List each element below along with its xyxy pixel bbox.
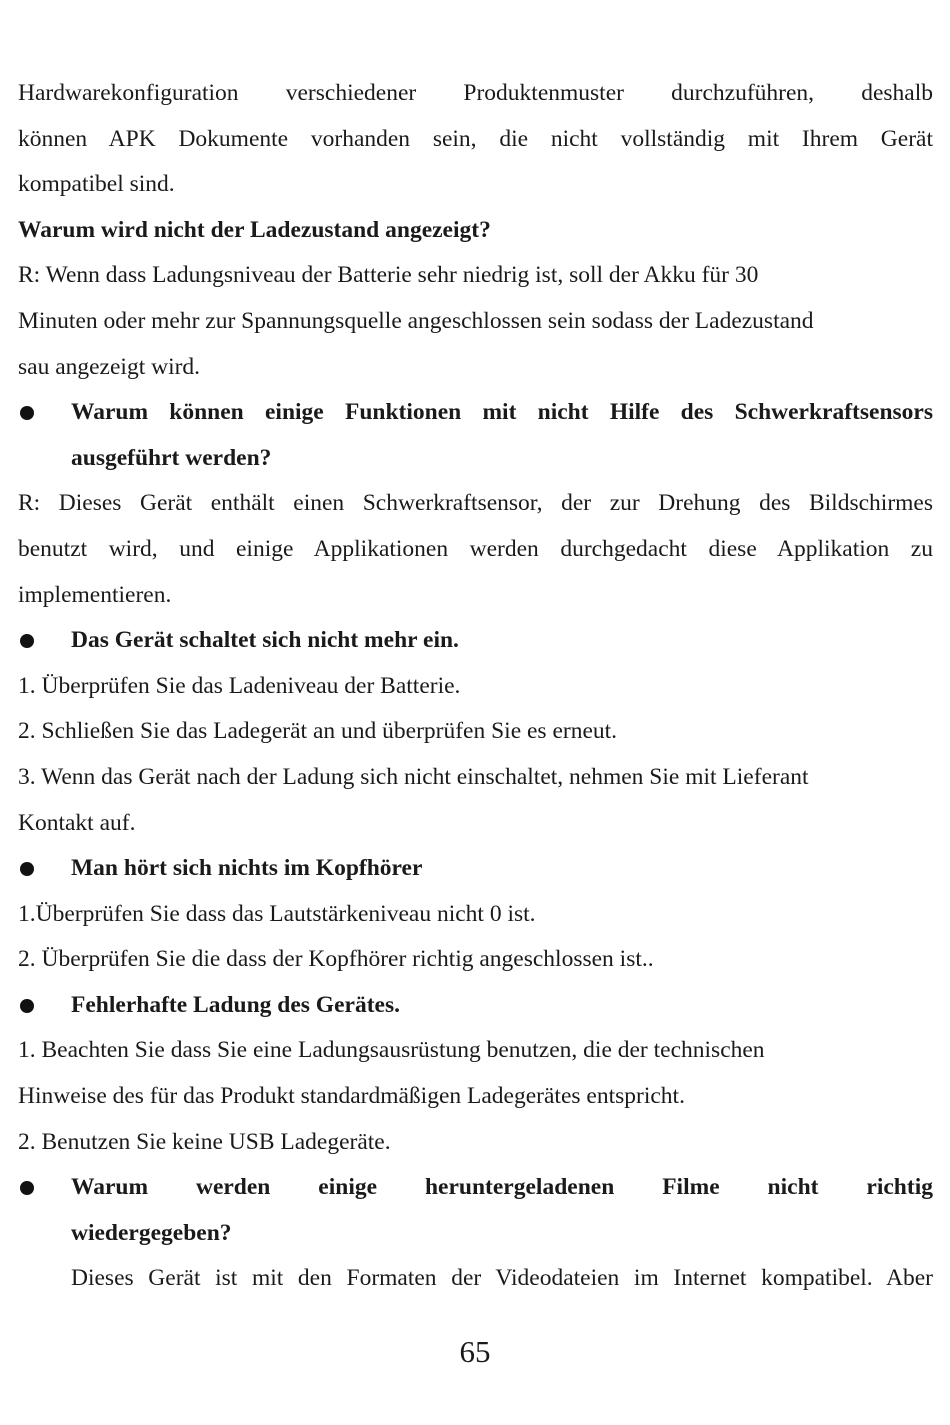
text-line: können APK Dokumente vorhanden sein, die nicht vollständig mit Ihrem Gerät [18, 125, 933, 152]
bullet-device-wont-start [18, 618, 933, 664]
list-item: 2. Überprüfen Sie die dass der Kopfhörer richtig angeschlossen ist.. [18, 946, 654, 973]
bullet-text-line: ausgeführt werden? [71, 444, 272, 471]
text-line: sau angezeigt wird. [18, 353, 201, 380]
list-item: 1.Überprüfen Sie dass das Lautstärkeniveau nicht 0 ist. [18, 900, 536, 927]
heading-charging-status: Warum wird nicht der Ladezustand angezeigt? [18, 216, 491, 243]
bullet-no-headphone-sound [18, 846, 933, 892]
bullet-video-playback [18, 1165, 933, 1256]
bullet-icon [20, 406, 34, 420]
bullet-gravity-sensor [18, 390, 933, 481]
list-device-wont-start [18, 664, 933, 846]
page-number: 65 [459, 1334, 491, 1369]
text-line: Hardwarekonfiguration verschiedener Produktenmuster durchzuführen, deshalb [18, 80, 933, 106]
list-charging [18, 1028, 933, 1165]
paragraph-apk-compatibility [18, 71, 933, 208]
bullet-text-line: Warum können einige Funktionen mit nicht Hilfe des Schwerkraftsensors [71, 399, 933, 426]
paragraph-gravity-answer [18, 481, 933, 618]
paragraph-video-answer: Dieses Gerät ist mit den Formaten der Videodateien im Internet kompatibel. Aber [71, 1265, 933, 1292]
text-line: R: Wenn dass Ladungsniveau der Batterie sehr niedrig ist, soll der Akku für 30 [18, 262, 759, 289]
list-item: Kontakt auf. [18, 809, 136, 836]
bullet-icon [20, 862, 34, 876]
bullet-faulty-charging [18, 983, 933, 1029]
list-item: 2. Benutzen Sie keine USB Ladegeräte. [18, 1128, 391, 1155]
text-line: kompatibel sind. [18, 171, 175, 198]
list-item: Hinweise des für das Produkt standardmäßigen Ladegerätes entspricht. [18, 1083, 685, 1110]
list-item: 1. Überprüfen Sie das Ladeniveau der Batterie. [18, 672, 461, 699]
bullet-text-line: Man hört sich nichts im Kopfhörer [71, 855, 423, 882]
bullet-icon [20, 999, 34, 1013]
list-item: 3. Wenn das Gerät nach der Ladung sich nicht einschaltet, nehmen Sie mit Lieferant [18, 763, 809, 790]
text-line: Minuten oder mehr zur Spannungsquelle angeschlossen sein sodass der Ladezustand [18, 307, 814, 334]
text-line: R: Dieses Gerät enthält einen Schwerkraftsensor, der zur Drehung des Bildschirmes [18, 490, 933, 517]
bullet-text-line: Warum werden einige heruntergeladenen Filme nicht richtig [71, 1174, 933, 1201]
paragraph-charging-answer [18, 253, 933, 390]
list-headphones [18, 892, 933, 983]
text-line: implementieren. [18, 581, 172, 608]
list-item: 1. Beachten Sie dass Sie eine Ladungsausrüstung benutzen, die der technischen [18, 1037, 765, 1064]
bullet-text-line: Das Gerät schaltet sich nicht mehr ein. [71, 627, 459, 654]
list-item: 2. Schließen Sie das Ladegerät an und überprüfen Sie es erneut. [18, 718, 618, 745]
bullet-text-line: Fehlerhafte Ladung des Gerätes. [71, 991, 400, 1018]
bullet-text-line: wiedergegeben? [71, 1219, 232, 1246]
text-line: benutzt wird, und einige Applikationen werden durchgedacht diese Applikation zu [18, 535, 933, 562]
bullet-icon [20, 1181, 34, 1195]
bullet-icon [20, 634, 34, 648]
document-body [18, 71, 933, 1302]
